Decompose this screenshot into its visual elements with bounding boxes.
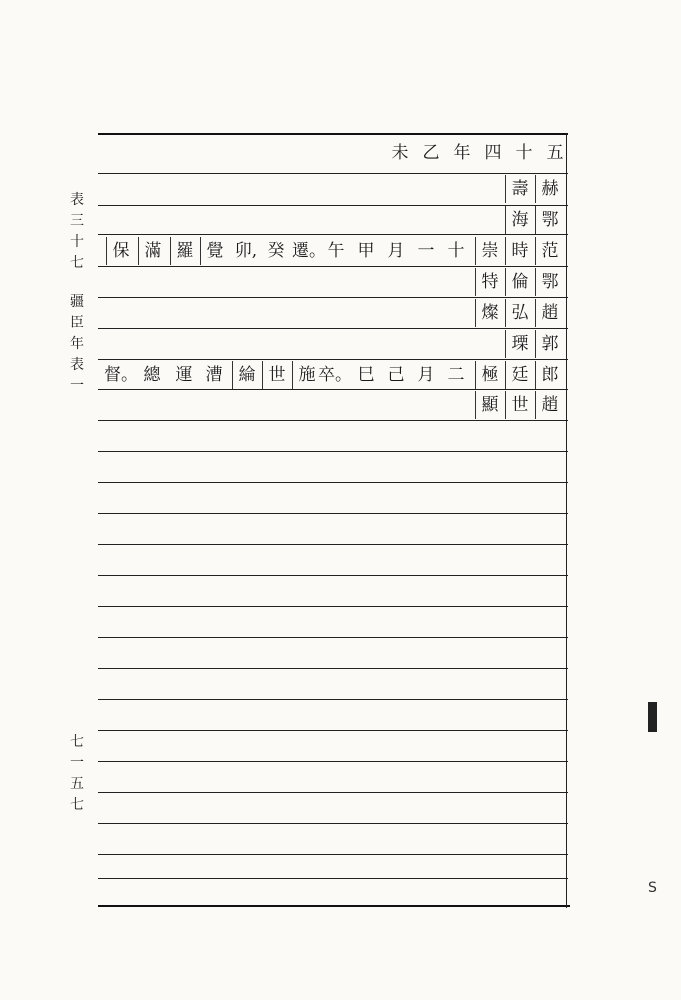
row-rule: [98, 266, 568, 267]
year-table: [98, 133, 568, 908]
table-row: [98, 391, 568, 419]
name-char: 趙: [535, 299, 564, 327]
year-char: 年: [453, 143, 471, 163]
row-rule: [98, 730, 568, 731]
note-char: 遷。: [292, 241, 326, 261]
note-char: 保: [106, 237, 135, 265]
table-top-rule: [98, 133, 568, 135]
name-char: 燦: [475, 299, 504, 327]
name-char: 顯: [475, 391, 504, 419]
margin-char: 十: [70, 234, 84, 250]
note-char: 施: [292, 361, 321, 389]
table-row: [98, 206, 568, 234]
row-rule: [98, 389, 568, 390]
stray-mark: S: [648, 880, 657, 896]
name-char: 崇: [475, 237, 504, 265]
name-char: 赫: [535, 175, 564, 203]
table-row: [98, 330, 568, 358]
row-rule: [98, 297, 568, 298]
note-char: 癸: [267, 241, 285, 261]
row-rule: [98, 513, 568, 514]
name-char: 特: [475, 268, 504, 296]
page-number: [66, 732, 88, 816]
name-char: 弘: [505, 299, 534, 327]
row-rule: [98, 420, 568, 421]
year-char: 五: [546, 143, 564, 163]
name-char: 鄂: [535, 268, 564, 296]
note-char: 運: [175, 365, 193, 385]
year-char: 未: [391, 143, 409, 163]
note-char: 漕: [205, 365, 223, 385]
table-row: [98, 268, 568, 296]
page-number-char: 七: [70, 734, 84, 750]
margin-label-table-37: [66, 190, 88, 274]
margin-label-section-title: [66, 292, 88, 397]
row-rule: [98, 544, 568, 545]
name-char: 范: [535, 237, 564, 265]
note-char: 卒。: [318, 365, 352, 385]
margin-char: 一: [70, 378, 84, 394]
row-rule: [98, 173, 568, 174]
name-char: 壽: [505, 175, 534, 203]
row-rule: [98, 699, 568, 700]
margin-char: 三: [70, 213, 84, 229]
note-char: 世: [262, 361, 291, 389]
name-char: 趙: [535, 391, 564, 419]
margin-char: 臣: [70, 315, 84, 331]
table-row: [98, 175, 568, 203]
table-row: [98, 299, 568, 327]
margin-char: 七: [70, 255, 84, 271]
margin-char: 疆: [70, 294, 84, 310]
table-row: [98, 361, 568, 389]
margin-char: 表: [70, 192, 84, 208]
row-rule: [98, 761, 568, 762]
note-char: 午: [327, 241, 345, 261]
margin-char: 年: [70, 336, 84, 352]
note-char: 二: [447, 365, 465, 385]
row-rule: [98, 878, 568, 879]
name-char: 郭: [535, 330, 564, 358]
row-rule: [98, 637, 568, 638]
name-char: 鄂: [535, 206, 564, 234]
table-row: [98, 237, 568, 265]
year-char: 四: [484, 143, 502, 163]
row-rule: [98, 234, 568, 235]
row-rule: [98, 359, 568, 360]
note-char: 巳: [357, 365, 375, 385]
note-char: 月: [387, 241, 405, 261]
note-char: 一: [417, 241, 435, 261]
name-char: 海: [505, 206, 534, 234]
name-char: 極: [475, 361, 504, 389]
note-char: 羅: [170, 237, 199, 265]
row-rule: [98, 328, 568, 329]
page-number-char: 一: [70, 755, 84, 771]
year-header: [98, 139, 568, 167]
name-char: 世: [505, 391, 534, 419]
note-char: 督。: [104, 365, 138, 385]
year-char: 乙: [422, 143, 440, 163]
name-char: 瑮: [505, 330, 534, 358]
name-char: 倫: [505, 268, 534, 296]
row-rule: [98, 482, 568, 483]
note-char: 月: [417, 365, 435, 385]
ink-blot: [648, 702, 657, 732]
page-number-char: 七: [70, 797, 84, 813]
note-char: 覺: [200, 237, 229, 265]
note-char: 滿: [138, 237, 167, 265]
name-char: 郎: [535, 361, 564, 389]
row-rule: [98, 606, 568, 607]
note-char: 十: [447, 241, 465, 261]
note-char: 己: [387, 365, 405, 385]
year-char: 十: [515, 143, 533, 163]
note-char: 總: [143, 365, 161, 385]
row-rule: [98, 792, 568, 793]
row-rule: [98, 575, 568, 576]
margin-char: 表: [70, 357, 84, 373]
table-bottom-rule: [98, 905, 570, 907]
row-rule: [98, 823, 568, 824]
row-rule: [98, 668, 568, 669]
row-rule: [98, 854, 568, 855]
name-char: 廷: [505, 361, 534, 389]
name-char: 時: [505, 237, 534, 265]
row-rule: [98, 451, 568, 452]
note-char: 卯,: [234, 241, 258, 261]
note-char: 綸: [232, 361, 261, 389]
page-number-char: 五: [70, 776, 84, 792]
note-char: 甲: [357, 241, 375, 261]
